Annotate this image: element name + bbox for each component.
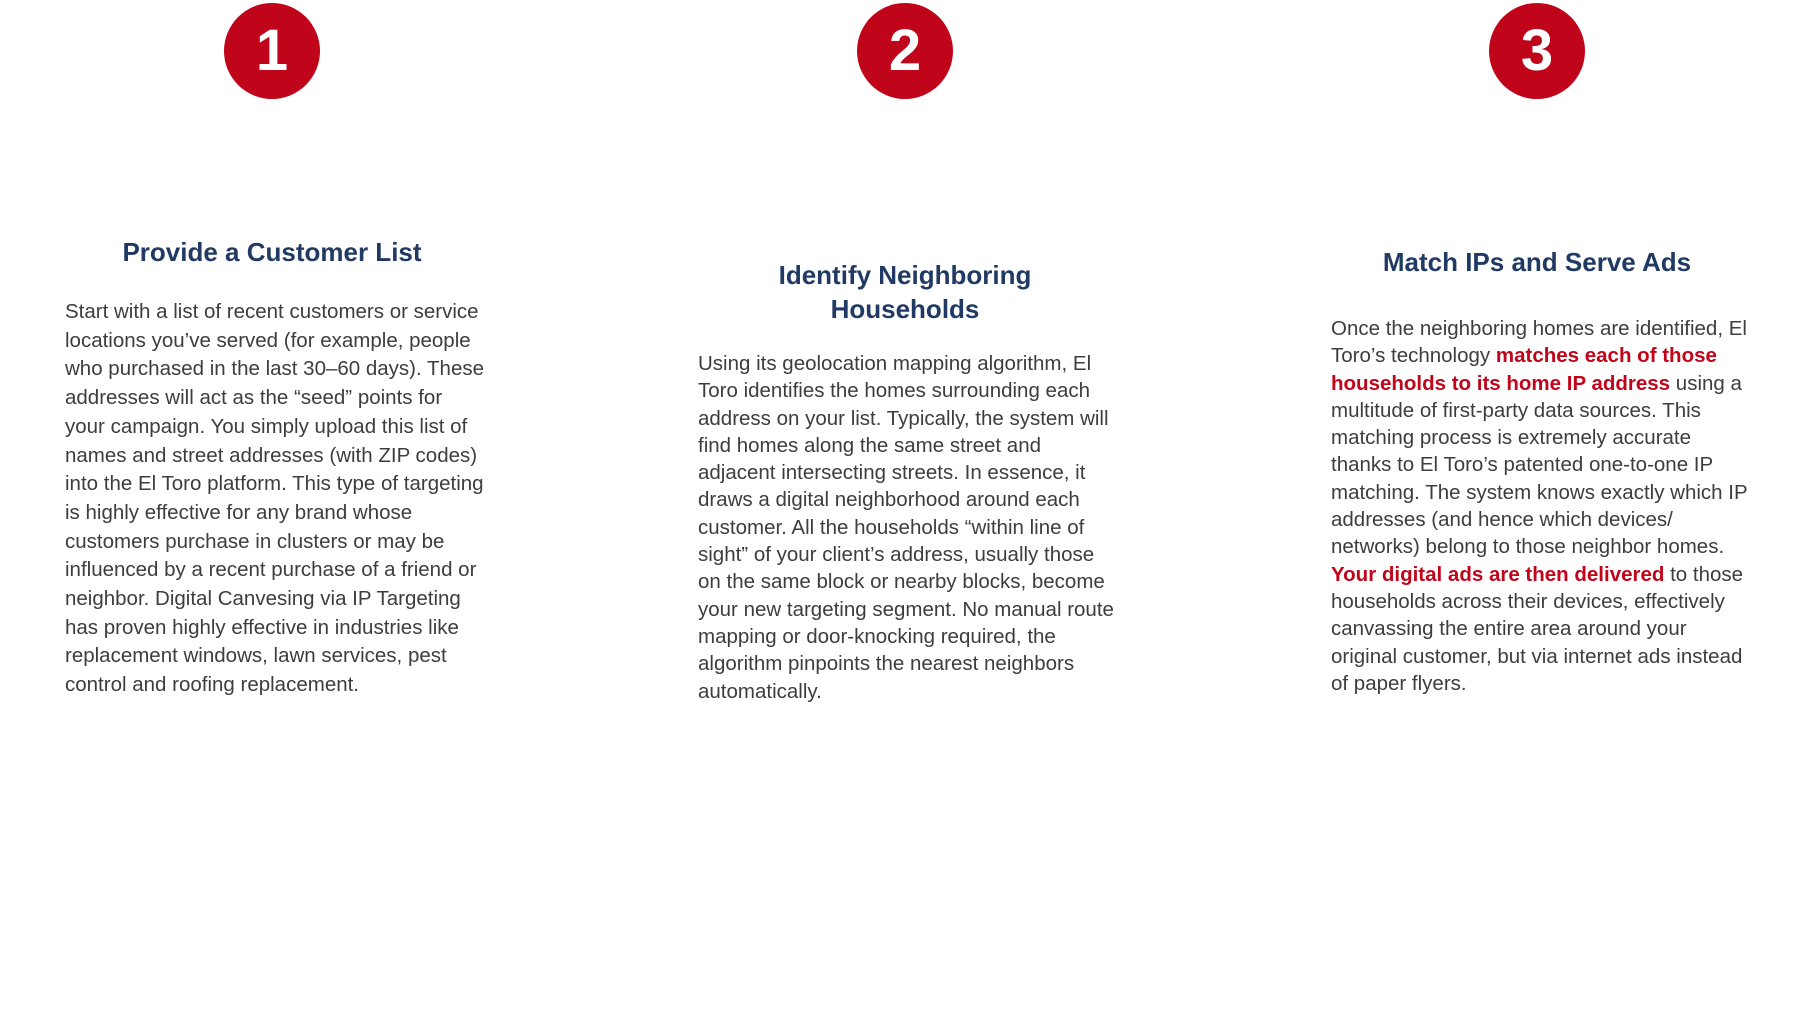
step-1-description: Start with a list of recent customers or service locations you’ve served (for example, people who purchased in the last 30–60 days). These addresses will act as the “seed” points for your campaign. You simply upload this list of names and street addresses (with ZIP codes) into the El Toro platform. This type of targeting is highly effective for any brand whose customers purchase in clusters or may be influenced by a recent purchase of a friend or neighbor. Digital Canvesing via IP Targeting has proven highly effective in industries like replacement windows, lawn services, pest control and roofing replacement. (65, 300, 484, 697)
step-2-number: 2 (888, 18, 922, 83)
step-3-highlight-ads-delivered: Your digital ads are then delivered (1331, 562, 1665, 586)
step-3-number: 3 (1520, 18, 1554, 83)
step-3-text-1: Once the neighboring homes are identified, El Toro’s technology (1331, 317, 1747, 368)
step-2-number-badge (857, 3, 953, 99)
step-1-number: 1 (255, 18, 289, 83)
step-3-text-2: using a multitude of first-party data sources. This matching process is extremely accurate thanks to El Toro’s patented one-to-one IP matching. The system knows exactly which IP addresses (and hence which devices/ networks) belong to those neighbor homes. (1331, 371, 1748, 559)
step-2-title: Identify Neighboring Households (778, 260, 1032, 324)
step-3-highlight-ip-match: matches each of those households to its home IP address (1331, 344, 1717, 395)
step-3-text-3: to those households across their devices, effectively canvassing the entire area around your original customer, but via internet ads instead of paper flyers. (1331, 562, 1744, 695)
step-1-number-badge (224, 3, 320, 99)
step-1-title: Provide a Customer List (122, 237, 422, 267)
step-2-description: Using its geolocation mapping algorithm, El Toro identifies the homes surrounding each address on your list. Typically, the system will find homes along the same street and adjacent intersecting streets. In essence, it draws a digital neighborhood around each customer. All the households “within line of sight” of your client’s address, usually those on the same block or nearby blocks, become your new targeting segment. No manual route mapping or door-knocking required, the algorithm pinpoints the nearest neighbors automatically. (698, 352, 1114, 703)
step-3-title: Match IPs and Serve Ads (1382, 247, 1692, 277)
step-3-number-badge (1489, 3, 1585, 99)
step-3-description (1331, 315, 1751, 697)
